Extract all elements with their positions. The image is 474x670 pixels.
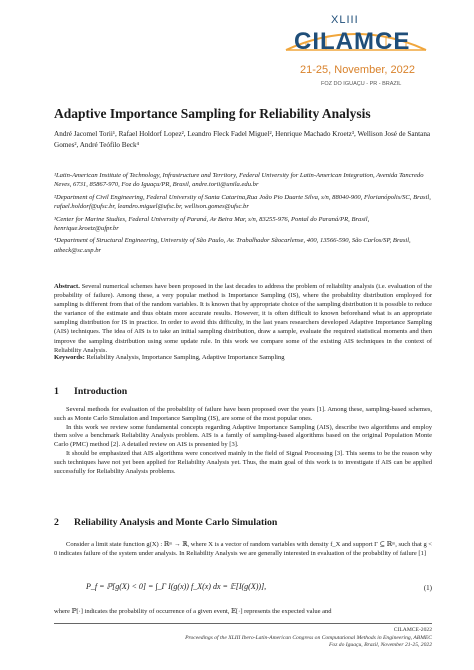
paragraph: Several methods for evaluation of the probability of failure have been proposed over the years [1]. Among these, sampling-based schemes, such as Monte Carlo Simulation and Importance Sampling (IS), are some of the most popular ones.	[54, 406, 432, 422]
keywords-text: Reliability Analysis, Importance Sampling, Adaptive Importance Sampling	[86, 354, 285, 361]
paragraph: Consider a limit state function g(X) : ℝᵐ → ℝ, where X is a vector of random variables with density f_X and support Γ ⊆ ℝᵐ, such that g < 0 indicates failure of the system under analysis. In Reliability Analysis we are generally interested in evaluation of the probability of failure [1]	[54, 541, 432, 558]
footer-line-2: Proceedings of the XLIII Ibero-Latin-American Congress on Computational Methods in Engineering, ABMEC	[185, 634, 432, 641]
page-footer	[112, 627, 432, 650]
footer-line-1: CILAMCE-2022	[393, 627, 432, 633]
section-title: Reliability Analysis and Monte Carlo Simulation	[74, 517, 278, 528]
paper-title: Adaptive Importance Sampling for Reliability Analysis	[54, 106, 371, 121]
conference-edition: XLIII	[331, 14, 359, 26]
keywords-label: Keywords:	[54, 354, 85, 361]
affiliation-4: ⁴Department of Structural Engineering, University of São Paulo, Av. Trabalhador Sãocarlense, 400, 13566-590, São Carlos/SP, Brasil, atbeck@sc.usp.br	[54, 237, 411, 254]
abstract-label: Abstract.	[54, 283, 80, 290]
affiliation-2: ²Department of Civil Engineering, Federal University of Santa Catarina,Rua João Pio Duarte Silva, s/n, 88040-900, Florianópolis/SC, Brasil, rafael.holdorf@ufsc.br, leandro.miguel@ufsc.br, wellison.gomes@ufsc.br	[54, 193, 431, 211]
conference-name: CILAMCE	[294, 28, 411, 55]
section-number: 1	[54, 386, 59, 397]
conference-logo	[276, 14, 436, 100]
equation-number: (1)	[423, 584, 432, 592]
conference-place: FOZ DO IGUAÇU - PR - BRAZIL	[321, 81, 402, 87]
conference-dates: 21-25, November, 2022	[300, 64, 415, 76]
section-title: Introduction	[74, 386, 128, 397]
author-list: André Jacomel Torii¹, Rafael Holdorf Lopez², Leandro Fleck Fadel Miguel², Henrique Machado Kroetz³, Wellison José de Santana Gomes², André Teófilo Beck⁴	[54, 130, 431, 149]
footer-line-3: Foz do Iguaçu, Brazil, November 21-25, 2022	[328, 642, 432, 649]
affiliation-1: ¹Latin-American Institute of Technology, Infrastructure and Territory, Federal University for Latin-American Integration, Avenida Tancredo Neves, 6731, 85867-970, Foz do Iguaçu/PR, Brasil, andre.torii@unila.edu.br	[54, 172, 424, 189]
section-heading-reliability	[54, 517, 277, 528]
affiliations	[54, 171, 432, 258]
section-number: 2	[54, 517, 59, 528]
abstract	[54, 282, 432, 355]
paragraph: In this work we review some fundamental concepts regarding Adaptive Importance Sampling (AIS), describe two algorithms and employ them solve a benchmark Reliability Analysis problem. AIS is a family of sampling-based algorithms based on the original Population Monte Carlo (PMC) method [2]. A detailed review on AIS is presented by [3].	[54, 423, 432, 449]
paragraph: It should be emphasized that AIS algorithms were conceived mainly in the field of Signal Processing [3]. This seems to be the reason why such techniques have not yet been applied for Reliability Analysis yet. Thus, the main goal of this work is to investigate if AIS can be applied successfully for Reliability Analysis problems.	[54, 449, 432, 475]
keywords	[54, 354, 432, 361]
equation-1: P_f = ℙ[g(X) < 0] = ∫_Γ I(g(x)) f_X(x) dx = 𝔼[I(g(X))],	[86, 582, 267, 591]
affiliation-3: ³Center for Marine Studies, Federal University of Paraná, Av Beira Mar, s/n, 83255-976, Pontal do Paraná/PR, Brasil, henrique.kroetz@ufpr.br	[54, 215, 370, 233]
footer-rule	[54, 623, 432, 624]
reliability-body	[54, 540, 432, 559]
introduction-body	[54, 406, 432, 476]
paragraph-continuation: where ℙ[·] indicates the probability of occurrence of a given event, 𝔼[·] represents the expected value and	[54, 608, 332, 615]
abstract-text: Several numerical schemes have been proposed in the last decades to address the problem of reliability analysis (i.e. evaluation of the probability of failure). Among these, a very popular method is Importance Sampling (IS), where the probability distribution employed for sampling is different from that of the random variables. It is known that by appropriate choice of the sampling distribution it is possible to reduce the variance of the estimate and thus obtain more accurate results. However, it is often difficult to known beforehand what is an appropriate sampling distribution for IS in practice. In order to avoid this difficulty, in the last years researchers developed Adaptive Importance Sampling (AIS) techniques. The idea of AIS is to take an initial sampling distribution, draw a sample, evaluate the required statistical moments and then improve the sampling distribution using some update rule. In this work we compare some of the existing AIS techniques in the context of Reliability Analysis.	[54, 283, 432, 354]
section-heading-introduction	[54, 386, 127, 397]
